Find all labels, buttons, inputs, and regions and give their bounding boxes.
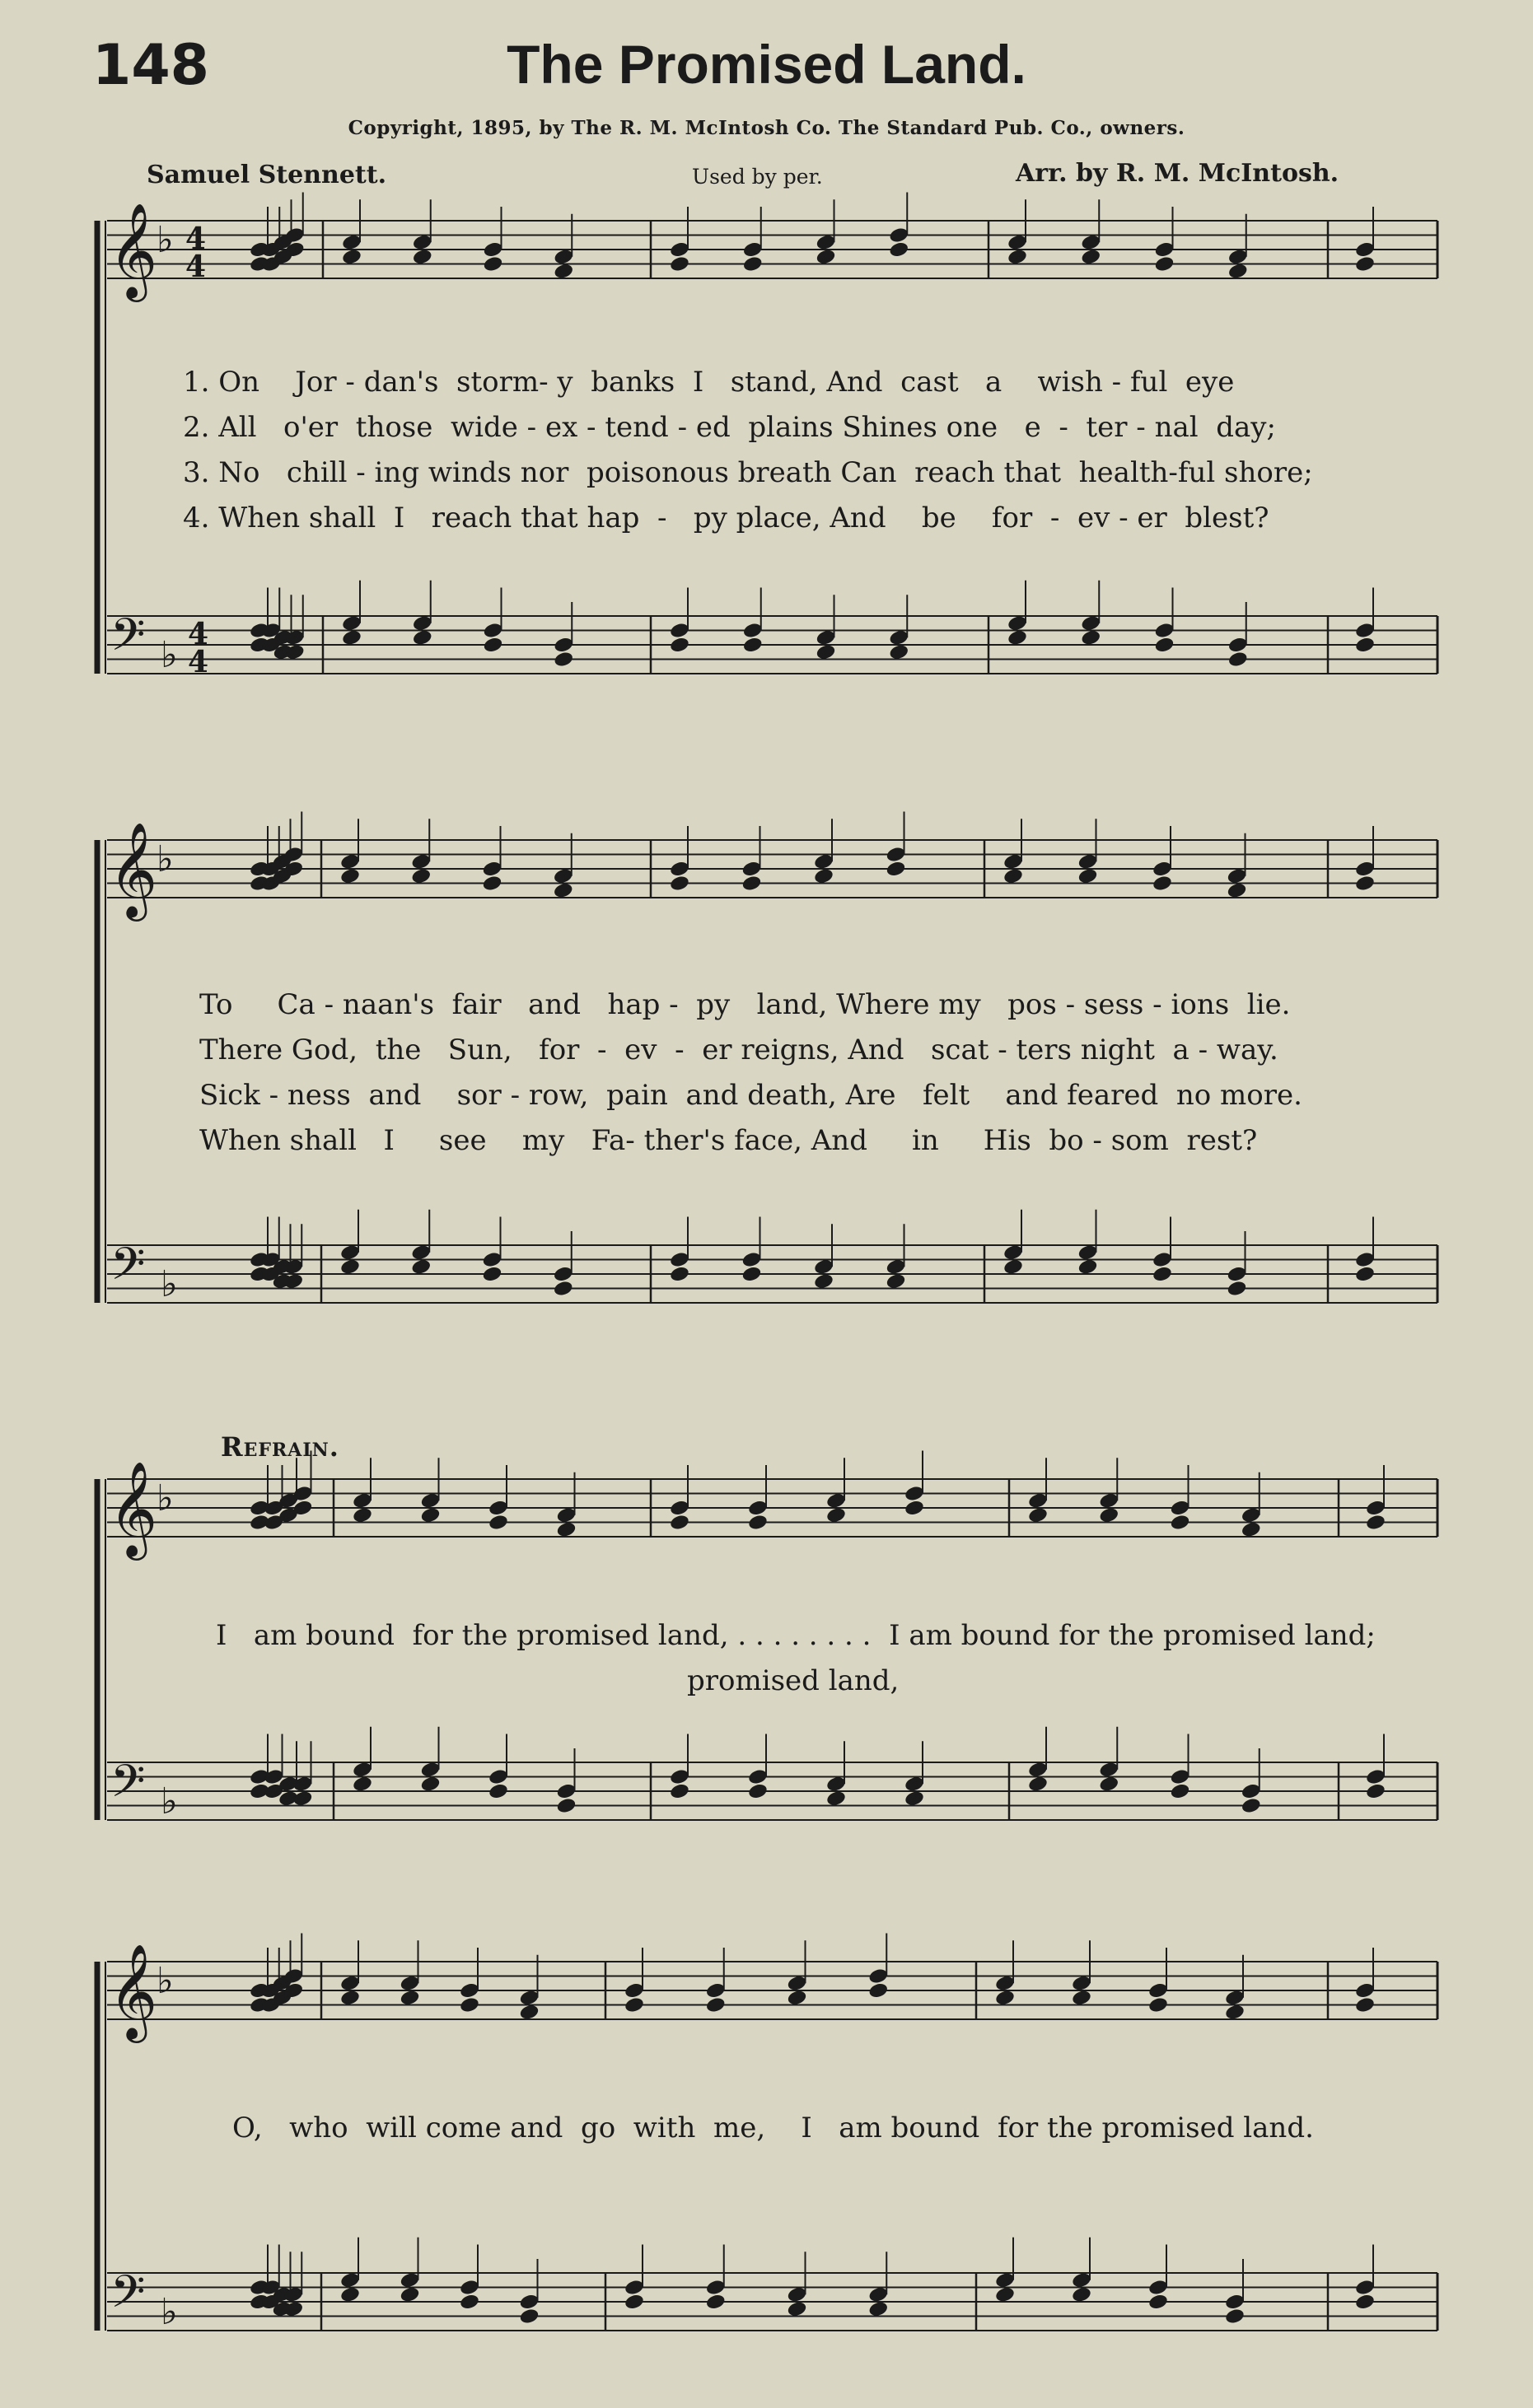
note-head [1007, 248, 1028, 266]
note-head [813, 1272, 834, 1290]
time-signature: 4 [185, 250, 207, 284]
time-signature: 4 [185, 222, 207, 256]
note-head [669, 1514, 690, 1532]
lyric-line-verse3: Sick - ness and sor - row, pain and death, Are felt and feared no more. [199, 1079, 1302, 1112]
bass-clef: 𝄢 [110, 609, 146, 672]
treble-clef: 𝄞 [109, 821, 158, 917]
note-head [705, 2293, 727, 2311]
note-head [1003, 1258, 1024, 1276]
note-head [556, 1797, 577, 1815]
bass-clef: 𝄢 [110, 2266, 146, 2329]
note-head [459, 2293, 480, 2311]
permission-note: Used by per. [692, 165, 823, 189]
note-head [813, 867, 834, 885]
note-head [482, 1265, 503, 1283]
note-head [352, 1506, 373, 1524]
note-head [1354, 875, 1376, 893]
note-head [1154, 255, 1175, 273]
lyric-line-verse4: When shall I see my Fa- ther's face, And in His bo - som rest? [199, 1124, 1258, 1157]
note-head [1227, 1280, 1248, 1298]
note-head [816, 643, 837, 661]
note-head [787, 1989, 808, 2007]
note-head [742, 255, 764, 273]
note-head [904, 1790, 925, 1808]
note-head [488, 1514, 509, 1532]
note-head [742, 636, 764, 654]
note-head [1071, 2285, 1092, 2303]
note-head [787, 2300, 808, 2318]
note-head [669, 875, 690, 893]
note-head [741, 1265, 763, 1283]
note-head [1365, 1514, 1386, 1532]
note-head [904, 1499, 925, 1517]
note-head [825, 1506, 847, 1524]
time-signature: 4 [188, 645, 209, 679]
lyric-line-verse4: 4. When shall I reach that hap - py place, And be for - ev - er blest? [183, 502, 1269, 534]
note-head [483, 636, 504, 654]
key-signature-flat: ♭ [161, 1263, 178, 1305]
note-head [888, 240, 909, 259]
note-head [519, 2308, 540, 2326]
note-head [410, 867, 432, 885]
arranger-credit: Arr. by R. M. McIntosh. [1016, 159, 1339, 188]
bass-clef: 𝄢 [110, 1238, 146, 1301]
note-head [339, 1989, 361, 2007]
note-head [624, 2293, 645, 2311]
note-head [1354, 636, 1376, 654]
note-head [886, 1272, 907, 1290]
note-head [420, 1775, 442, 1793]
note-head [553, 1280, 574, 1298]
key-signature-flat: ♭ [161, 2291, 178, 2333]
note-head [482, 875, 503, 893]
note-head [519, 2003, 540, 2021]
hymn-title: The Promised Land. [507, 34, 1026, 95]
note-head [888, 643, 909, 661]
treble-clef: 𝄞 [109, 1943, 158, 2039]
note-head [825, 1790, 847, 1808]
author-credit: Samuel Stennett. [147, 161, 387, 189]
note-head [669, 636, 690, 654]
note-head [1147, 1996, 1169, 2014]
note-head [1227, 881, 1248, 899]
note-head [553, 262, 574, 280]
note-head [1098, 1506, 1119, 1524]
note-head [1227, 651, 1249, 669]
copyright-notice: Copyright, 1895, by The R. M. McIntosh Co. The Standard Pub. Co., owners. [348, 117, 1185, 139]
note-head [1354, 2293, 1376, 2311]
treble-clef: 𝄞 [109, 202, 158, 298]
note-head [341, 248, 362, 266]
note-head [341, 628, 362, 646]
note-head [1071, 1989, 1092, 2007]
note-head [1354, 255, 1376, 273]
note-head [1354, 1996, 1376, 2014]
note-head [1007, 628, 1028, 646]
note-head [292, 1790, 314, 1808]
key-signature-flat: ♭ [157, 1477, 174, 1519]
note-head [1241, 1797, 1262, 1815]
note-head [420, 1506, 442, 1524]
refrain-label: Refrain. [221, 1431, 339, 1463]
lyric-line-verse1: To Ca - naan's fair and hap - py land, Where my pos - sess - ions lie. [199, 988, 1291, 1021]
note-head [867, 2300, 889, 2318]
lyric-line-refrain: I am bound for the promised land, . . . . . . . . I am bound for the promised land; [216, 1619, 1376, 1652]
note-head [994, 2285, 1016, 2303]
note-head [1227, 262, 1249, 280]
note-head [1224, 2308, 1246, 2326]
note-head [1027, 1506, 1049, 1524]
note-head [669, 255, 690, 273]
note-head [488, 1782, 509, 1800]
key-signature-flat: ♭ [157, 838, 174, 880]
note-head [400, 2285, 421, 2303]
note-head [352, 1775, 373, 1793]
note-head [339, 867, 361, 885]
lyric-line-verse2: 2. All o'er those wide - ex - tend - ed plains Shines one e - ter - nal day; [183, 411, 1276, 444]
note-head [705, 1996, 727, 2014]
note-head [1027, 1775, 1049, 1793]
note-head [556, 1520, 577, 1538]
hymn-number: 148 [92, 33, 209, 98]
note-head [400, 1989, 421, 2007]
note-head [624, 1996, 645, 2014]
note-head [1077, 867, 1099, 885]
note-head [1152, 875, 1173, 893]
note-head [412, 628, 433, 646]
note-head [816, 248, 837, 266]
note-head [867, 1981, 889, 2000]
note-head [553, 881, 574, 899]
note-head [412, 248, 433, 266]
lyric-line-refrain-echo: promised land, [687, 1664, 900, 1697]
lyric-line-verse2: There God, the Sun, for - ev - er reigns, And scat - ters night a - way. [199, 1034, 1278, 1066]
key-signature-flat: ♭ [161, 634, 178, 676]
note-head [1154, 636, 1175, 654]
note-head [483, 255, 504, 273]
key-signature-flat: ♭ [157, 1960, 174, 2002]
treble-clef: 𝄞 [109, 1460, 158, 1556]
note-head [747, 1782, 769, 1800]
note-head [459, 1996, 480, 2014]
lyric-line-final: O, who will come and go with me, I am bound for the promised land. [232, 2112, 1314, 2144]
note-head [1365, 1782, 1386, 1800]
note-head [553, 651, 574, 669]
note-head [1224, 2003, 1246, 2021]
note-head [1354, 1265, 1376, 1283]
note-head [1170, 1514, 1191, 1532]
note-head [741, 875, 763, 893]
bass-clef: 𝄢 [110, 1755, 146, 1818]
note-head [1098, 1775, 1119, 1793]
note-head [339, 2285, 361, 2303]
lyric-line-verse3: 3. No chill - ing winds nor poisonous breath Can reach that health-ful shore; [183, 456, 1313, 489]
note-head [994, 1989, 1016, 2007]
key-signature-flat: ♭ [157, 219, 174, 261]
note-head [1170, 1782, 1191, 1800]
note-head [1152, 1265, 1173, 1283]
note-head [1080, 628, 1101, 646]
lyric-line-verse1: 1. On Jor - dan's storm- y banks I stand, And cast a wish - ful eye [183, 366, 1235, 399]
note-head [886, 860, 907, 878]
note-head [1080, 248, 1101, 266]
key-signature-flat: ♭ [161, 1780, 178, 1822]
note-head [669, 1265, 690, 1283]
note-head [669, 1782, 690, 1800]
note-head [1003, 867, 1024, 885]
note-head [747, 1514, 769, 1532]
note-head [1077, 1258, 1099, 1276]
note-head [1147, 2293, 1169, 2311]
note-head [1241, 1520, 1262, 1538]
note-head [410, 1258, 432, 1276]
note-head [339, 1258, 361, 1276]
time-signature: 4 [188, 617, 209, 651]
